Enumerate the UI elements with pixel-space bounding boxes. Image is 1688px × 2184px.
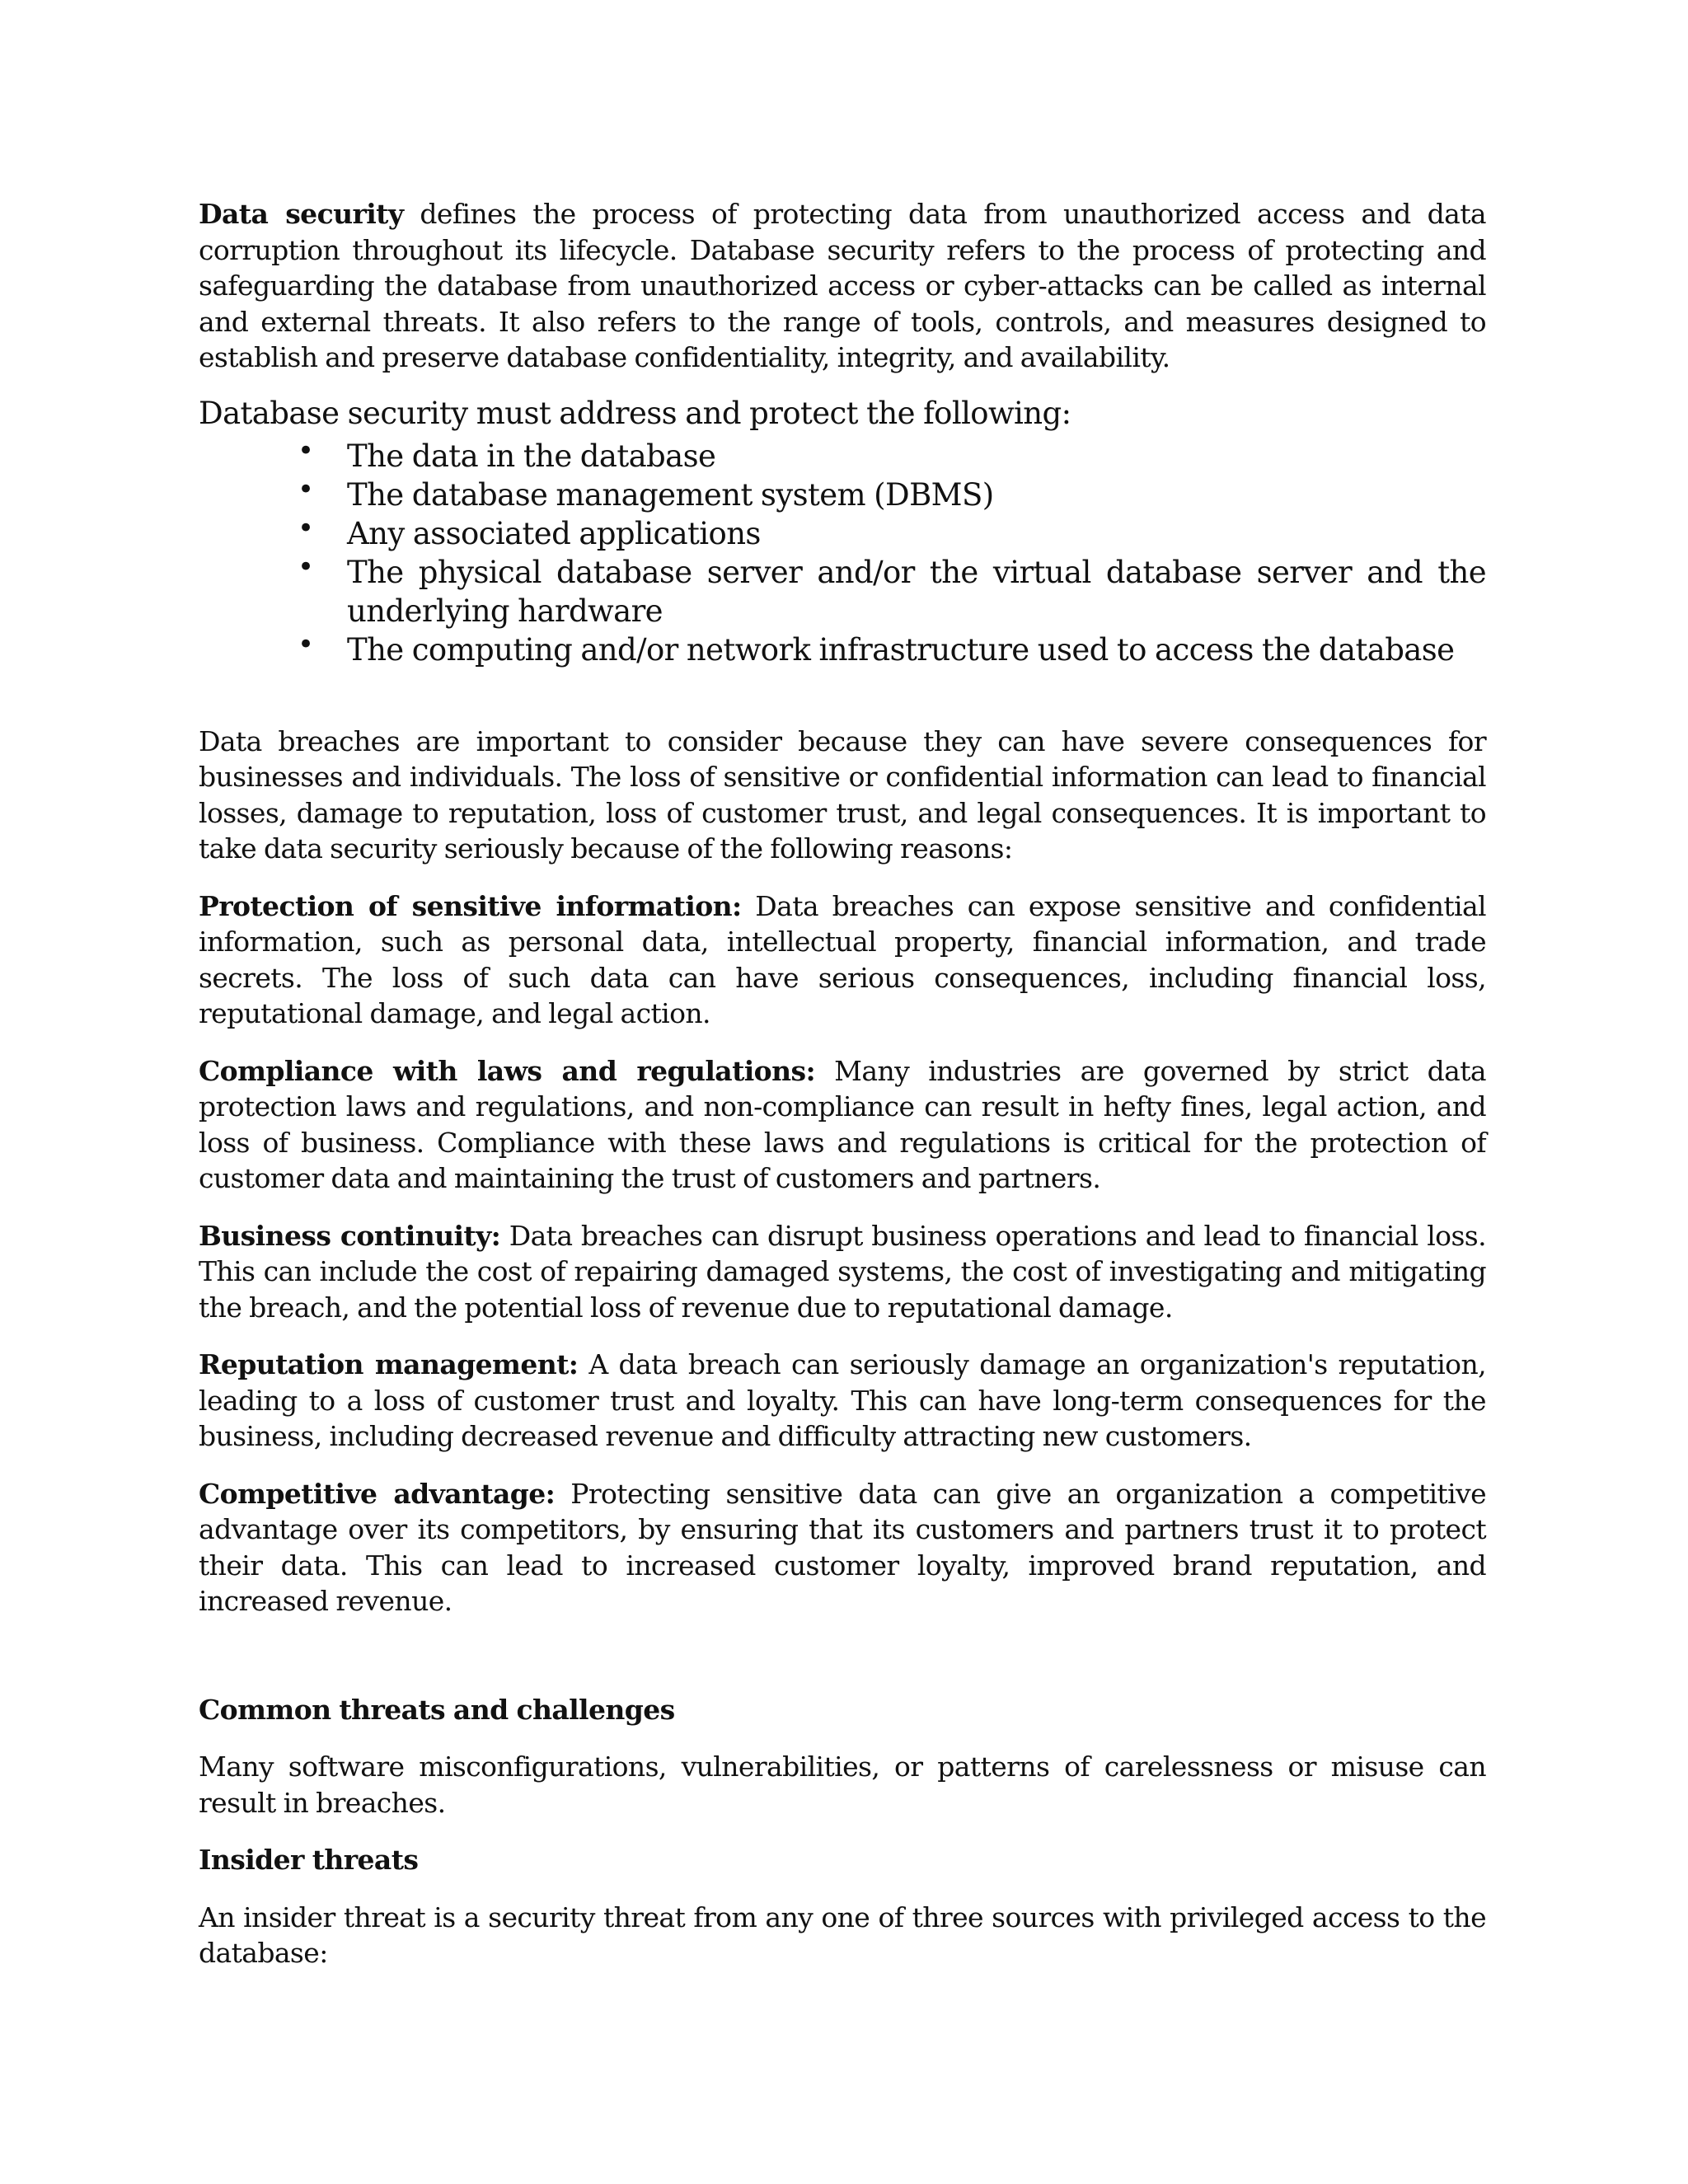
reason-text: Many industries are governed by strict data protection laws and regulations, and non-compliance can result in hefty fines, legal action, and loss of business. Compliance with these laws and regulations is critical for the protection of customer data and maintaining the trust of customers and partners. <box>199 1054 1486 1194</box>
reason-paragraph <box>199 888 1486 1032</box>
protect-list <box>199 434 1486 669</box>
reason-text: Protecting sensitive data can give an organization a competitive advantage over its competitors, by ensuring that its customers and partners trust it to protect their data. This can lead to increased customer loyalty, improved brand reputation, and increased revenue. <box>199 1477 1486 1617</box>
bullet-icon: • <box>298 511 314 545</box>
list-item-text: Any associated applications <box>347 515 761 551</box>
reason-paragraph <box>199 1476 1486 1619</box>
reason-text: A data breach can seriously damage an organization's reputation, leading to a loss of customer trust and loyalty. This can have long-term consequences for the business, including decreased revenue and difficulty attracting new customers. <box>199 1348 1486 1452</box>
reason-title: Compliance with laws and regulations: <box>199 1054 816 1087</box>
bullet-icon: • <box>298 550 314 583</box>
list-item <box>298 472 1486 514</box>
reason-paragraph <box>199 1347 1486 1455</box>
reason-title: Protection of sensitive information: <box>199 889 742 922</box>
list-item <box>298 550 1486 630</box>
insider-paragraph: An insider threat is a security threat from any one of three sources with privileged access to the database: <box>199 1900 1486 1969</box>
reason-text: Data breaches can disrupt business operations and lead to financial loss. This can include the cost of repairing damaged systems, the cost of investigating and mitigating the breach, and the potential loss of revenue due to reputational damage. <box>199 1219 1486 1324</box>
reason-title: Business continuity: <box>199 1219 501 1252</box>
list-item-text: The data in the database <box>347 438 716 474</box>
list-item-text: The physical database server and/or the virtual database server and the underlying hardware <box>347 554 1486 629</box>
intro-paragraph <box>199 196 1486 376</box>
reason-text: Data breaches can expose sensitive and confidential information, such as personal data, intellectual property, financial information, and trade secrets. The loss of such data can have serious consequences, including financial loss, reputational damage, and legal action. <box>199 889 1486 1029</box>
reason-paragraph <box>199 1053 1486 1197</box>
breaches-paragraph: Data breaches are important to consider because they can have severe consequences for businesses and individuals. The loss of sensitive or confidential information can lead to financial losses, damage to reputation, loss of customer trust, and legal consequences. It is important to take data security seriously because of the following reasons: <box>199 724 1486 865</box>
section-heading-insider: Insider threats <box>199 1844 419 1876</box>
document-page <box>199 196 1486 1971</box>
list-item-text: The computing and/or network infrastructure used to access the database <box>347 631 1455 668</box>
section-heading-threats: Common threats and challenges <box>199 1693 675 1726</box>
list-item <box>298 511 1486 553</box>
bullet-icon: • <box>298 627 314 661</box>
list-item <box>298 627 1486 669</box>
reason-title: Competitive advantage: <box>199 1477 556 1510</box>
intro-text: defines the process of protecting data from unauthorized access and data corruption throughout its lifecycle. Database security refers to the process of protecting and safeguarding the database from unauthorized access or cyber-attacks can be called as internal and external threats. It also refers to the range of tools, controls, and measures designed to establish and preserve database confidentiality, integrity, and availability. <box>199 198 1486 373</box>
bullet-icon: • <box>298 472 314 506</box>
list-item-text: The database management system (DBMS) <box>347 476 994 513</box>
threats-paragraph: Many software misconfigurations, vulnerabilities, or patterns of carelessness or misuse can result in breaches. <box>199 1750 1486 1819</box>
bullet-icon: • <box>298 434 314 467</box>
list-item <box>298 434 1486 476</box>
reason-paragraph <box>199 1218 1486 1326</box>
protect-lead: Database security must address and protect the following: <box>199 395 1071 431</box>
reason-title: Reputation management: <box>199 1348 579 1380</box>
intro-term: Data security <box>199 198 404 230</box>
